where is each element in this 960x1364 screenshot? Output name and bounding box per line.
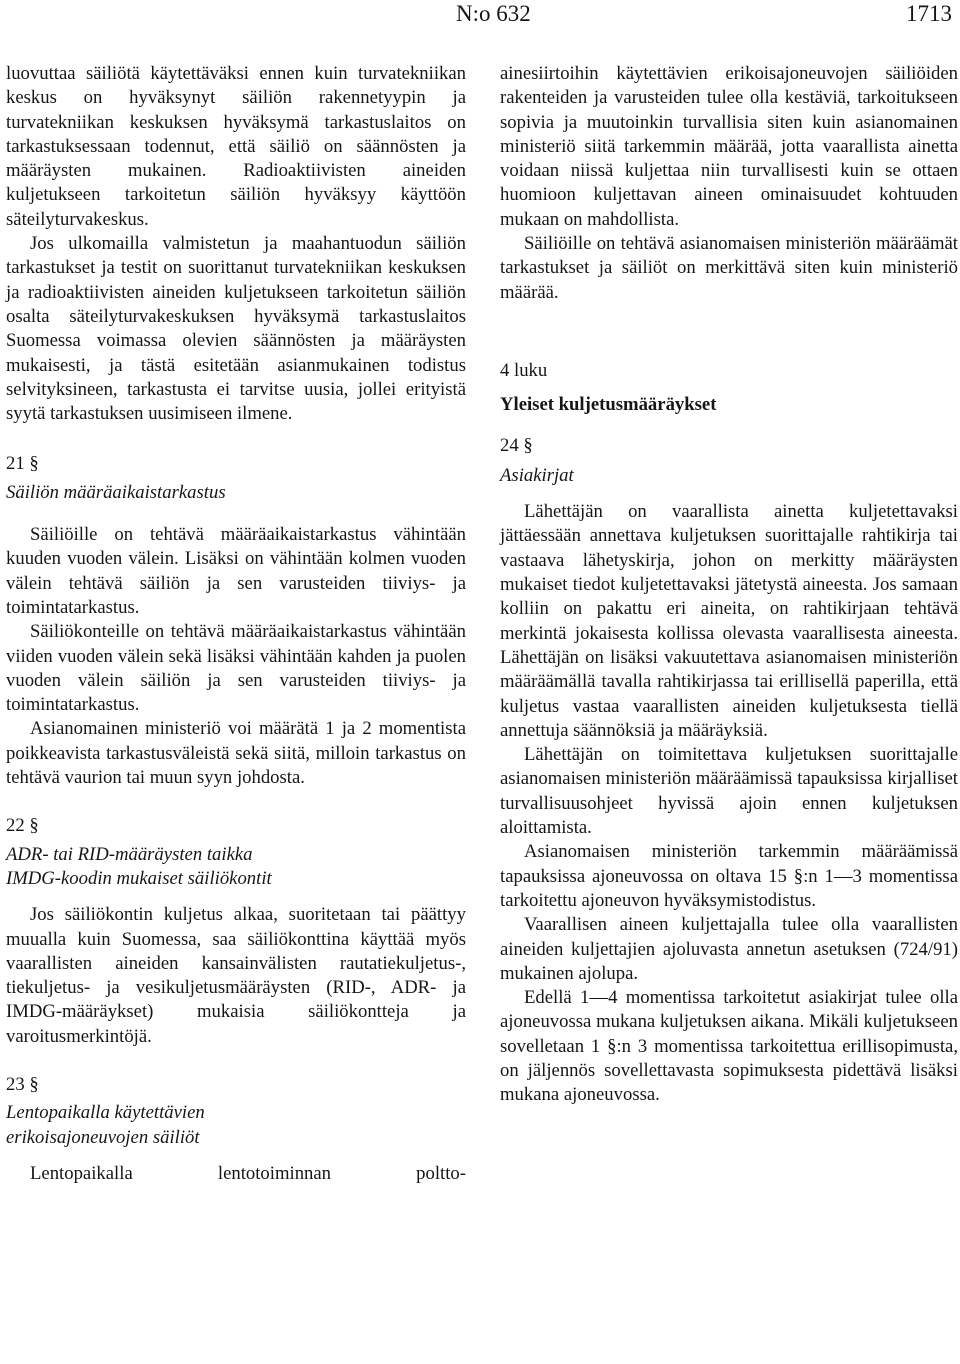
section-title: Säiliön määräaikaistarkastus	[6, 481, 226, 503]
section-title-line-1: ADR- tai RID-määräysten taikka	[6, 843, 253, 865]
paragraph-continued: luovuttaa säiliötä käytettäväksi ennen kuin turvatekniikan keskus on hyväksynyt säiliön rakennetyypin ja turvatekniikan keskuksen hyväksymä tarkastuslaitos on tarkastuksessaan todennut, että säiliö on säännösten ja määräysten mukainen. Radioaktiivisten aineiden kuljetukseen tarkoitetun säiliön hyväksyy käyttöön säteilyturvakeskus.	[6, 63, 466, 230]
paragraph: Asianomainen ministeriö voi määrätä 1 ja 2 momentista poikkeavista tarkastusväleistä sekä siitä, milloin tarkastus on tehtävä vaurion tai muun syyn johdosta.	[6, 718, 466, 789]
paragraph: Jos säiliökontin kuljetus alkaa, suoritetaan tai päättyy muualla kuin Suomessa, saa säiliökonttina käyttää myös vaarallisten aineiden kansainvälisten rautatiekuljetus-, tiekuljetus- ja vesikuljetusmääräysten (RID-, ADR- ja IMDG-määräykset) mukaisia säiliökontteja ja varoitusmerkintöjä.	[6, 904, 466, 1047]
paragraph: Asianomaisen ministeriön tarkemmin määräämissä tapauksissa ajoneuvossa on oltava 15 §:n 1—3 momentissa tarkoitettu ajoneuvon hyväksymistodistus.	[500, 841, 958, 911]
section-22	[6, 814, 466, 1049]
paragraph: Edellä 1—4 momentissa tarkoitetut asiakirjat tulee olla ajoneuvossa mukana kuljetuksen aikana. Mikäli kuljetukseen sovelletaan 1 §:n 3 momentissa tarkoitettua erillisopimusta, on jäljennös sovellettavasta sopimuksesta pidettävä lisäksi mukana ajoneuvossa.	[500, 987, 958, 1106]
paragraph: Säiliökonteille on tehtävä määräaikaistarkastus vähintään viiden vuoden välein sekä lisäksi vähintään kahden ja puolen vuoden välein säiliön ja sen varusteiden tiiviys- ja toimintatarkastus.	[6, 621, 466, 716]
paragraph: Lähettäjän on vaarallista ainetta kuljetettavaksi jättäessään annettava kuljetuksen suorittajalle rahtikirja tai vastaava lähetyskirja, johon on merkitty määräysten mukaiset tiedot kuljetettavaksi jätetystä aineesta. Jos samaan kolliin on pakattu eri aineita, on rahtikirjaan tehtävä merkintä jokaisesta kollissa olevasta vaarallisesta aineesta. Lähettäjän on lisäksi vakuutettava asianomaisen ministeriön määräämällä tavalla rahtikirjassa tai erillisellä paperilla, että kuljetus vastaa vaarallisten aineiden kuljetuksesta tiellä annettuja säännöksiä ja määräyksiä.	[500, 501, 958, 741]
document-number: N:o 632	[456, 1, 531, 26]
paragraph: Säiliöille on tehtävä asianomaisen ministeriön määräämät tarkastukset ja säiliöt on merkittävä siten kuin ministeriö määrää.	[500, 233, 958, 303]
paragraph-continued: ainesiirtoihin käytettävien erikoisajoneuvojen säiliöiden rakenteiden ja varusteiden tulee olla kestäviä, tarkoitukseen sopivia ja muutoinkin turvallisia siten kuin asianomainen ministeriö siitä tarkemmin määrää, jotta vaarallista ainetta voidaan niissä kuljettaa niin turvallisesti kuin se ottaen huomioon kuljettavan aineen ominaisuudet kohtuuden mukaan on mahdollista.	[500, 63, 958, 230]
section-title-line-1: Lentopaikalla käytettävien	[6, 1102, 205, 1124]
page-number: 1713	[906, 1, 952, 26]
chapter-number: 4 luku	[500, 359, 548, 381]
section-number: 21 §	[6, 453, 39, 475]
paragraph: Vaarallisen aineen kuljettajalla tulee olla vaarallisten aineiden kuljettajien ajoluvasta annetun asetuksen (724/91) mukainen ajolupa.	[500, 914, 958, 984]
section-number: 24 §	[500, 434, 533, 456]
section-title: Asiakirjat	[500, 464, 574, 486]
section-23	[6, 1073, 466, 1186]
paragraph: Lähettäjän on toimitettava kuljetuksen suorittajalle asianomaisen ministeriön määräämissä tapauksissa kirjalliset turvallisuusohjeet hyvissä ajoin ennen kuljetuksen aloittamista.	[500, 744, 958, 839]
section-title-line-2: IMDG-koodin mukaiset säiliökontit	[6, 867, 272, 889]
section-number: 22 §	[6, 815, 39, 837]
section-24	[500, 434, 958, 1108]
paragraph-foreign-tank-inspection: Jos ulkomailla valmistetun ja maahantuodun säiliön tarkastukset ja testit on suorittanut turvatekniikan keskuksen ja radioaktiivisten aineiden kuljetukseen tarkoitetun säiliön osalta säteilyturvakeskuksen hyväksymä tarkastuslaitos Suomessa voimassa olevien säännösten ja määräysten mukaisesti, ja tästä esitetään asianmukainen todistus selvityksineen, tarkastusta ei tarvitse uusia, jollei erityistä syytä tarkastuksen uusimiseen ilmene.	[6, 233, 466, 425]
section-21	[6, 452, 466, 790]
left-column	[6, 62, 466, 1186]
section-title-line-2: erikoisajoneuvojen säiliöt	[6, 1126, 200, 1148]
chapter-title: Yleiset kuljetusmääräykset	[500, 394, 717, 416]
paragraph: Lentopaikalla lentotoiminnan poltto-	[30, 1162, 466, 1184]
section-number: 23 §	[6, 1073, 39, 1095]
paragraph: Säiliöille on tehtävä määräaikaistarkastus vähintään kuuden vuoden välein. Lisäksi on vähintään kolmen vuoden välein tehtävä säiliön ja sen varusteiden tiiviys- ja toimintatarkastus.	[6, 524, 466, 618]
chapter-4	[500, 359, 958, 418]
right-column	[500, 62, 958, 1108]
